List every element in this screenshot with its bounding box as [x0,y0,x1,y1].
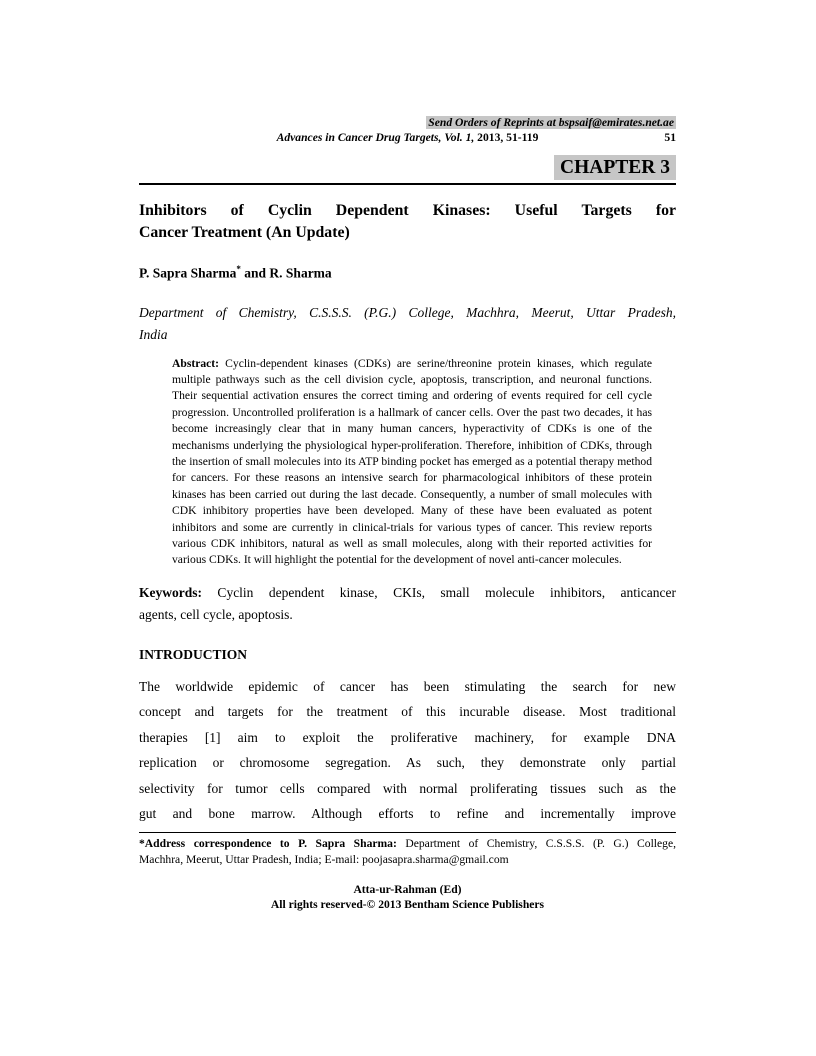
journal-citation [277,131,539,144]
author-name: P. Sapra Sharma [139,265,237,281]
footnote-line1-text: Department of Chemistry, C.S.S.S. (P. G.) College, [396,836,676,850]
footnote-line2: Machhra, Meerut, Uttar Pradesh, India; E-mail: poojasapra.sharma@gmail.com [139,852,509,866]
journal-title: Advances in Cancer Drug Targets, Vol. 1, [276,131,475,144]
chapter-row [139,155,676,180]
article-title-line2: Cancer Treatment (An Update) [139,224,350,241]
article-title-line1: Inhibitors of Cyclin Dependent Kinases: Useful Targets for [139,202,676,219]
intro-paragraph [139,674,676,827]
rights-line: All rights reserved-© 2013 Bentham Science Publishers [270,898,545,912]
intro-line: gut and bone marrow. Although efforts to refine and incrementally improve [139,806,676,822]
affiliation [139,302,676,346]
journal-line [139,130,676,145]
footnote-label: *Address correspondence to P. Sapra Sharma: [139,836,397,850]
keywords-paragraph [139,582,676,626]
journal-issue: 2013, 51-119 [474,131,539,144]
reprint-notice-row [139,115,676,130]
intro-line: selectivity for tumor cells compared with normal proliferating tissues such as the [139,780,676,796]
page-footer [139,882,676,913]
section-heading-introduction: INTRODUCTION [139,646,248,662]
intro-line: replication or chromosome segregation. As such, they demonstrate only partial [139,755,676,771]
intro-line: The worldwide epidemic of cancer has been stimulating the search for new [139,678,676,694]
corresponding-author-mark: * [236,264,241,274]
author-line [139,261,676,282]
footnote-line1 [139,836,676,852]
header-rule [139,183,676,185]
abstract-text: Cyclin-dependent kinases (CDKs) are serine/threonine protein kinases, which regulate multiple pathways such as the cell division cycle, apoptosis, transcription, and neuronal functions. Their sequential activation ensures the correct timing and ordering of events required for cell cycle progression. Uncontrolled proliferation is a hallmark of cancer cells. Over the past two decades, it has become increasingly clear that in many human cancers, hyperactivity of CDKs is one of the mechanisms underlying the physiological hyper-proliferation. Therefore, inhibition of CDKs, through the insertion of small molecules into its ATP binding pocket has emerged as a potential therapy method for cancers. For these reasons an intensive search for pharmacological inhibitors of these protein kinases has been carried out during the last decade. Consequently, a number of small molecules with CDK inhibitory properties have been developed. Many of these have been evaluated as potent inhibitors and some are currently in clinical-trials for various types of cancer. This review reports various CDK inhibitors, natural as well as small molecules, along with their reported activities for various CDKs. It will highlight the potential for the development of novel anti-cancer molecules. [172,356,652,567]
intro-line: concept and targets for the treatment of this incurable disease. Most traditional [139,704,676,720]
article-title [139,200,676,244]
keywords-line1 [139,582,676,604]
abstract-label: Abstract: [172,356,220,370]
reprint-notice: Send Orders of Reprints at bspsaif@emirates.net.ae [428,116,674,129]
page-header [139,115,676,185]
correspondence-footnote [139,832,676,868]
page-content [139,0,676,913]
affiliation-line1: Department of Chemistry, C.S.S.S. (P.G.) College, Machhra, Meerut, Uttar Pradesh, [139,304,676,320]
editor-line: Atta-ur-Rahman (Ed) [353,882,462,896]
chapter-heading: CHAPTER 3 [554,155,676,180]
intro-line: therapies [1] aim to exploit the proliferative machinery, for example DNA [139,729,676,745]
coauthor-name: and R. Sharma [240,265,332,281]
keywords-line1-text: Cyclin dependent kinase, CKIs, small molecule inhibitors, anticancer [202,584,676,600]
keywords-line2: agents, cell cycle, apoptosis. [139,606,293,622]
keywords-label: Keywords: [139,584,202,600]
page-number: 51 [664,131,676,144]
abstract-paragraph [172,356,652,569]
affiliation-line2: India [139,326,168,342]
